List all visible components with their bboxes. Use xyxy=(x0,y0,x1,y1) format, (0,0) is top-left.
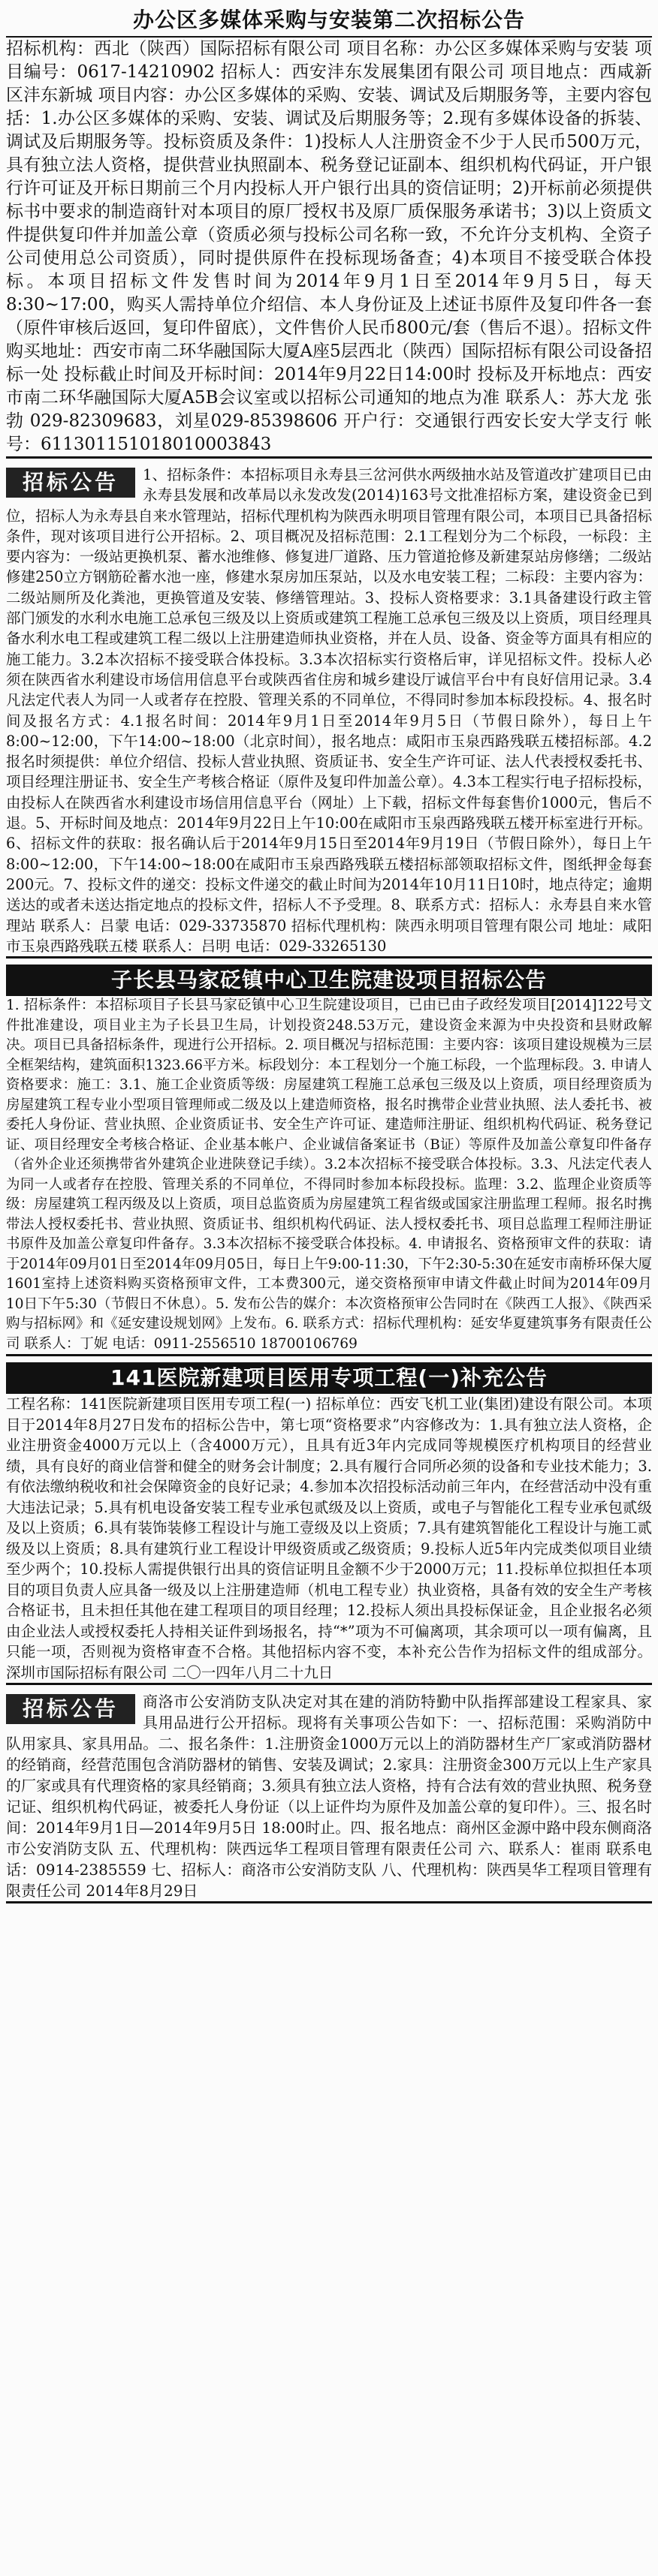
notice-title: 子长县马家砭镇中心卫生院建设项目招标公告 xyxy=(6,964,652,996)
notice-body: 1. 招标条件：本招标项目子长县马家砭镇中心卫生院建设项目，已由已由子政经发项目[2014]122号文件批准建设，项目业主为子长县卫生局，计划投资248.53万元，建设资金来源为中央投资和县财政解决。项目已具备招标条件，现进行公开招标。2. 项目概况与招标范围：主要内容：该项目建设规模为三层全框架结构，建筑面积1323.66平方米。标段划分：本工程划分一个施工标段，一个监理标段。3. 申请人资格要求：施工：3.1、施工企业资质等级：房屋建筑工程施工总承包三级及以上资质，项目经理资质为房屋建筑工程专业小型项目管理师或二级及以上建造师资格，报名时携带企业营业执照、法人委托书、被委托人身份证、营业执照、企业资质证书、安全生产许可证、建造师注册证、组织机构代码证、税务登记证、项目经理安全考核合格证、企业基本帐户、企业诚信备案证书（B证）等原件及加盖公章复印件备存（省外企业还须携带省外建筑企业进陕登记手续）。3.2本次招标不接受联合体投标。3.3、凡法定代表人为同一人或者存在控股、管理关系的不同单位，不得同时参加本标段投标。监理：3.2、监理企业资质等级：房屋建筑工程丙级及以上资质，项目总监资质为房屋建筑工程省级或国家注册监理工程师。报名时携带法人授权委托书、营业执照、资质证书、组织机构代码证、法人授权委托书、项目总监理工程师注册证书原件及加盖公章复印件备存。3.3本次招标不接受联合体投标。4. 申请报名、资格预审文件的获取：请于2014年09月01日至2014年09月05日，每日上午9:00-11:30，下午2:30-5:30在延安市南桥环保大厦1601室持上述资料购买资格预审文件，工本费300元，递交资格预审申请文件截止时间为2014年09月10日下午5:30（节假日不休息）。5. 发布公告的媒介：本次资格预审公告同时在《陕西工人报》、《陕西采购与招标网》和《延安建设规划网》上发布。6. 联系方式：招标代理机构：延安华夏建筑事务有限责任公司 联系人：丁妮 电话：0911-2556510 18700106769 xyxy=(6,998,652,1352)
notice-water-supply-project xyxy=(6,465,652,958)
notice-title: 办公区多媒体采购与安装第二次招标公告 xyxy=(6,5,652,38)
notice-hospital-supplement xyxy=(6,1362,652,1685)
notice-title: 141医院新建项目医用专项工程(一)补充公告 xyxy=(6,1362,652,1394)
notice-health-center-project xyxy=(6,964,652,1356)
notice-banner: 招标公告 xyxy=(6,468,135,498)
notice-multimedia-procurement xyxy=(6,5,652,459)
notice-banner: 招标公告 xyxy=(6,1694,135,1724)
notice-body: 招标机构：西北（陕西）国际招标有限公司 项目名称：办公区多媒体采购与安装 项目编号：0617-14210902 招标人：西安沣东发展集团有限公司 项目地点：西咸新区沣东新城 项目内容：办公区多媒体的采购、安装、调试及后期服务等，主要内容包括：1.办公区多媒体的采购、安装、调试及后期服务等；2.现有多媒体设备的拆装、调试及后期服务等。投标资质及条件：1)投标人人注册资金不少于人民币500万元，具有独立法人资格，提供营业执照副本、税务登记证副本、组织机构代码证，开户银行许可证及开标日期前三个月内投标人开户银行出具的资信证明；2)开标前必须提供标书中要求的制造商针对本项目的原厂授权书及原厂质保服务承诺书；3)以上资质文件提供复印件并加盖公章（资质必须与投标公司名称一致，不允许分支机构、全资子公司使用总公司资质），同时提供原件在投标现场备查；4)本项目不接受联合体投标。本项目招标文件发售时间为2014年9月1日至2014年9月5日，每天8:30~17:00，购买人需持单位介绍信、本人身份证及上述证书原件及复印件各一套（原件审核后返回，复印件留底），文件售价人民币800元/套（售后不退）。招标文件购买地址：西安市南二环华融国际大厦A座5层西北（陕西）国际招标有限公司设备招标一处 投标截止时间及开标时间：2014年9月22日14:00时 投标及开标地点：西安市南二环华融国际大厦A5B会议室或以招标公司通知的地点为准 联系人：苏大龙 张勃 029-82309683，刘星029-85398606 开户行：交通银行西安长安大学支行 帐号：611301151018010003843 xyxy=(6,39,652,454)
notice-body: 1、招标条件：本招标项目永寿县三岔河供水两级抽水站及管道改扩建项目已由永寿县发展和改革局以永发改发(2014)163号文批准招标方案，建设资金已到位，招标人为永寿县自来水管理站，招标代理机构为陕西永明项目管理有限公司，本项目已具备招标条件，现对该项目进行公开招标。2、项目概况及招标范围：2.1工程划分为二个标段，一标段：主要内容为：一级站更换机泵、蓄水池维修、修复进厂道路、压力管道抢修及新建泵站房修缮；二级站修建250立方钢筋砼蓄水池一座，修建水泵房加压泵站，以及水电安装工程；二标段：主要内容为：二级站厕所及化粪池，更换管道及安装、修缮管理站。3、投标人资格要求：3.1具备建设行政主管部门颁发的水利水电施工总承包三级及以上资质或建筑工程施工总承包三级及以上资质，项目经理具备水利水电工程或建筑工程二级以上注册建造师执业资格，并在人员、设备、资金等方面具有相应的施工能力。3.2本次招标不接受联合体投标。3.3本次招标实行资格后审，详见招标文件。投标人必须在陕西省水利建设市场信用信息平台或陕西省住房和城乡建设厅诚信平台中有良好信用记录。3.4凡法定代表人为同一人或者存在控股、管理关系的不同单位，不得同时参加本标段投标。4、报名时间及报名方式：4.1报名时间：2014年9月1日至2014年9月5日（节假日除外），每日上午8:00~12:00，下午14:00~18:00（北京时间），报名地点：咸阳市玉泉西路残联五楼招标部。4.2报名时须提供：单位介绍信、投标人营业执照、资质证书、安全生产许可证、法人代表授权委托书、项目经理注册证书、安全生产考核合格证（原件及复印件加盖公章）。4.3本工程实行电子招标投标，由投标人在陕西省水利建设市场信用信息平台（网址）上下载，招标文件每套售价1000元，售后不退。5、开标时间及地点：2014年9月22日上午10:00在咸阳市玉泉西路残联五楼开标室进行开标。6、招标文件的获取：报名确认后于2014年9月15日至2014年9月19日（节假日除外），每日上午8:00~12:00，下午14:00~18:00在咸阳市玉泉西路残联五楼招标部领取招标文件，图纸押金每套200元。7、投标文件的递交：投标文件递交的截止时间为2014年10月11日10时，地点待定；逾期送达的或者未送达指定地点的投标文件，招标人不予受理。8、联系方式：招标人：永寿县自来水管理站 联系人：吕蒙 电话：029-33735870 招标代理机构：陕西永明项目管理有限公司 地址：咸阳市玉泉西路残联五楼 联系人：吕明 电话：029-33265130 xyxy=(6,466,652,955)
notice-body: 工程名称：141医院新建项目医用专项工程(一) 招标单位：西安飞机工业(集团)建设有限公司。本项目于2014年8月27日发布的招标公告中，第七项“资格要求”内容修改为：1.具有独立法人资格，企业注册资金4000万元以上（含4000万元），且具有近3年内完成同等规模医疗机构项目的经营业绩，具有良好的商业信誉和健全的财务会计制度；2.具有履行合同所必须的设备和专业技术能力；3.有依法缴纳税收和社会保障资金的良好记录；4.参加本次招投标活动前三年内，在经营活动中没有重大违法记录；5.具有机电设备安装工程专业承包贰级及以上资质，或电子与智能化工程专业承包贰级及以上资质；6.具有装饰装修工程设计与施工壹级及以上资质；7.具有建筑智能化工程设计与施工贰级及以上资质；8.具有建筑行业工程设计甲级资质或乙级资质；9.投标人近5年内完成类似项目业绩至少两个；10.投标人需提供银行出具的资信证明且金额不少于2000万元；11.投标单位拟担任本项目的项目负责人应具备一级及以上注册建造师（机电工程专业）执业资格，具备有效的安全生产考核合格证书，且未担任其他在建工程项目的项目经理；12.投标人须出具投标保证金，且企业报名必须由企业法人或授权委托人持相关证件到场报名，持“*”项为不可偏离项，其余项可以一项有偏离，且只能一项，否则视为资格审查不合格。其他招标内容不变，本补充公告作为招标文件的组成部分。 深圳市国际招标有限公司 二〇一四年八月二十九日 xyxy=(6,1395,652,1681)
notice-fire-brigade-furniture xyxy=(6,1691,652,1903)
notice-body: 商洛市公安消防支队决定对其在建的消防特勤中队指挥部建设工程家具、家具用品进行公开招标。现将有关事项公告如下：一、招标范围：采购消防中队用家具、家具用品。二、报名条件：1.注册资金1000万元以上的消防器材生产厂家或消防器材的经销商，经营范围包含消防器材的销售、安装及调试；2.家具：注册资金300万元以上生产家具的厂家或具有代理资格的家具经销商；3.须具有独立法人资格，持有合法有效的营业执照、税务登记证、组织机构代码证，被委托人身份证（以上证件均为原件及加盖公章的复印件）。三、报名时间：2014年9月1日—2014年9月5日 18:00时止。四、报名地点：商州区金源中路中段东侧商洛市公安消防支队 五、代理机构：陕西远华工程项目管理有限责任公司 六、联系人：崔雨 联系电话：0914-2385559 七、招标人：商洛市公安消防支队 八、代理机构：陕西昊华工程项目管理有限责任公司 2014年8月29日 xyxy=(6,1693,652,1900)
